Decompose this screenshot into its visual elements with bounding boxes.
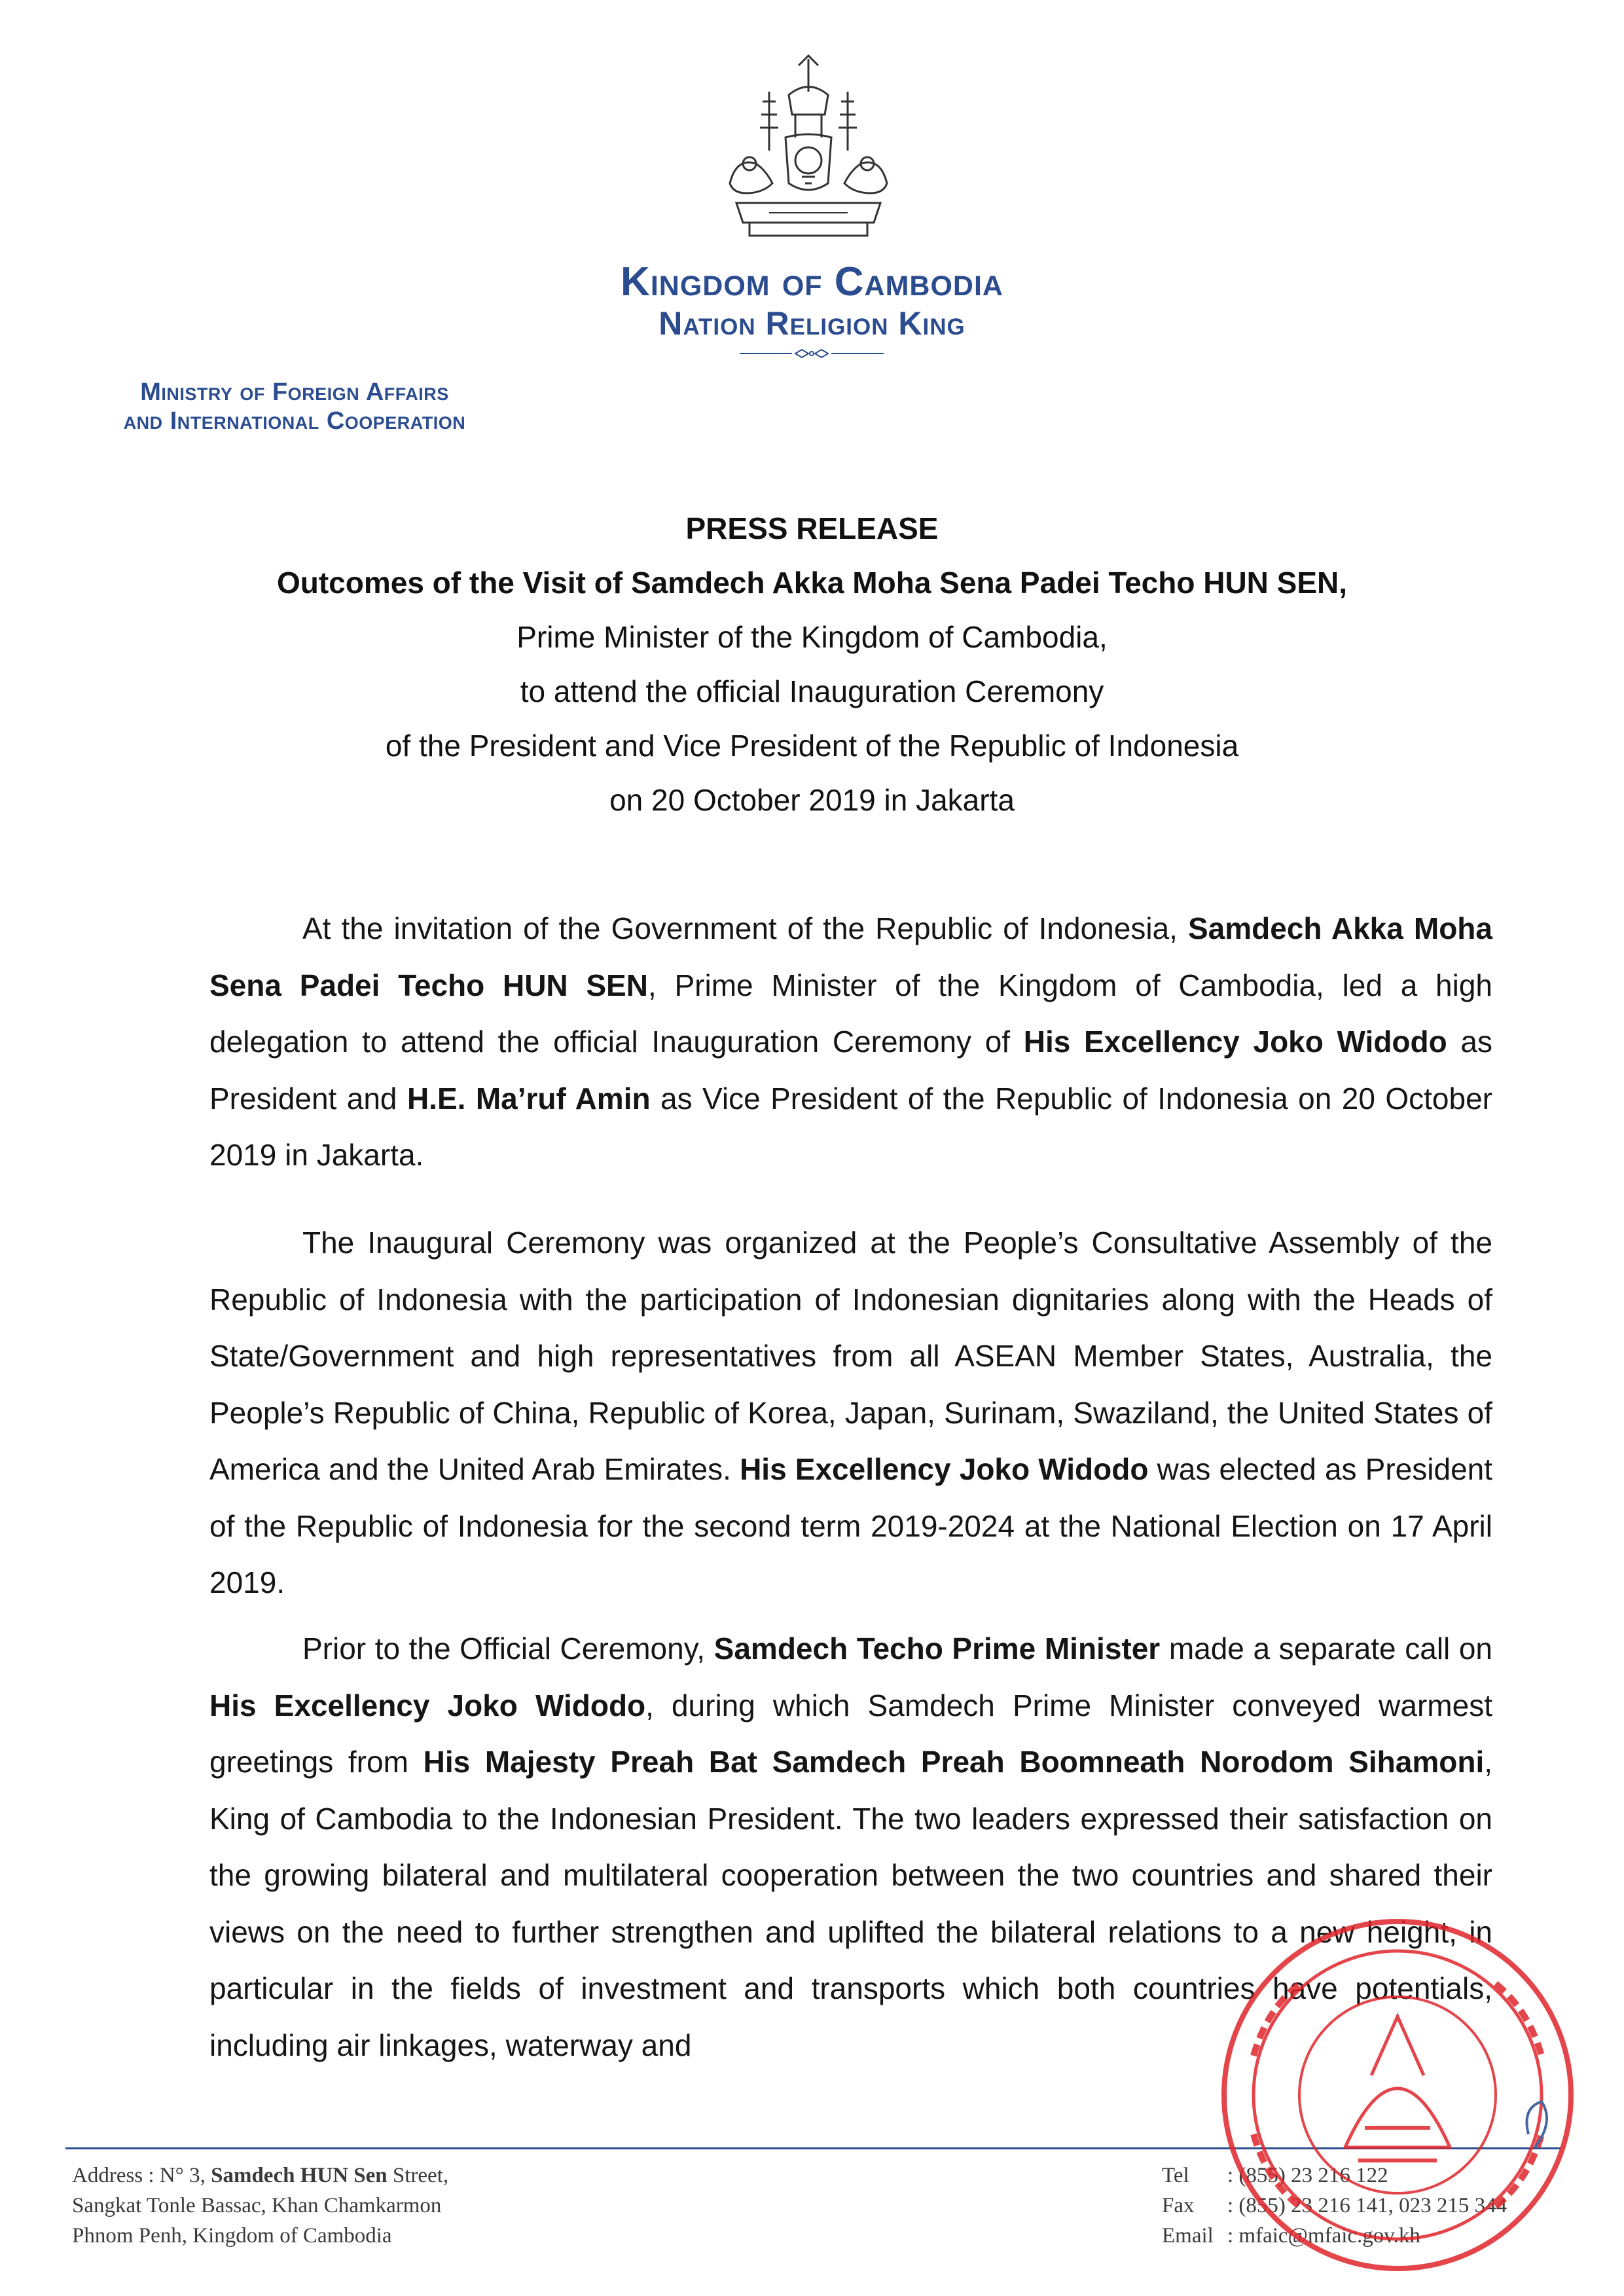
title-line-5: on 20 October 2019 in Jakarta [609, 783, 1015, 817]
p1-text-g: as Vice President of the Republic of Indonesia on 20 October 2019 in Jakarta. [209, 1081, 1492, 1172]
address-prefix: Address : N° 3, [72, 2164, 206, 2187]
press-release-heading: PRESS RELEASE [685, 511, 939, 545]
address-line-2: Sangkat Tonle Bassac, Khan Chamkarmon [72, 2194, 442, 2217]
p2-text-c: was elected as President of the Republic of Indonesia for the second term 2019-2024 at the National Election on 17 April 2019. [209, 1452, 1493, 1599]
p3-bold-king: His Majesty Preah Bat Samdech Preah Boomneath Norodom Sihamoni [423, 1745, 1485, 1779]
address-line-3: Phnom Penh, Kingdom of Cambodia [72, 2224, 392, 2248]
royal-emblem-icon [710, 52, 907, 249]
email-label: Email [1162, 2224, 1214, 2248]
paragraph-1 [209, 900, 1492, 1184]
p1-text-a: At the invitation of the Government of the Republic of Indonesia, [302, 911, 1178, 945]
kingdom-title: Kingdom of Cambodia [621, 259, 1003, 304]
footer-address [72, 2160, 661, 2251]
fax-value: : (855) 23 216 141, 023 215 344 [1227, 2194, 1507, 2217]
p3-text-c: made a separate call on [1168, 1631, 1493, 1666]
p1-bold-joko-widodo: His Excellency Joko Widodo [1023, 1025, 1447, 1059]
p2-bold-joko-widodo: His Excellency Joko Widodo [740, 1452, 1149, 1486]
p3-bold-techo-pm: Samdech Techo Prime Minister [713, 1631, 1161, 1666]
p1-bold-maruf-amin: H.E. Ma’ruf Amin [406, 1081, 651, 1116]
paragraph-2 [209, 1214, 1492, 1611]
p3-text-g: , King of Cambodia to the Indonesian President. The two leaders expressed their satisfaction on the growing bilateral and multilateral cooperation between the two countries and shared their views on the need to further strengthen and uplifted the bilateral relations to a new height, in particular in the fields of investment and transports which both countries have potentials, including air linkages, waterway and [209, 1745, 1492, 2062]
p2-text-a: The Inaugural Ceremony was organized at the People’s Consultative Assembly of the Republic of Indonesia with the participation of Indonesian dignitaries along with the Heads of State/Government and high representatives from all ASEAN Member States, Australia, the People’s Republic of China, Republic of Korea, Japan, Surinam, Swaziland, the United States of America and the United Arab Emirates. [209, 1226, 1492, 1486]
title-line-1: Outcomes of the Visit of Samdech Akka Moha Sena Padei Techo HUN SEN, [276, 566, 1348, 600]
title-line-3: to attend the official Inauguration Ceremony [520, 674, 1104, 708]
email-value[interactable]: : mfaic@mfaic.gov.kh [1227, 2224, 1420, 2248]
tel-label: Tel [1162, 2164, 1189, 2187]
address-street: Samdech HUN Sen [211, 2164, 388, 2187]
address-street-suffix: Street, [392, 2164, 449, 2187]
p3-bold-joko-widodo: His Excellency Joko Widodo [209, 1688, 646, 1722]
address-line-1 [72, 2160, 661, 2191]
p1-bold-hun-sen: Samdech Akka Moha Sena Padei Techo HUN SEN [209, 911, 1492, 1002]
tel-value: : (855) 23 216 122 [1227, 2164, 1388, 2187]
ministry-name-line-1: Ministry of Foreign Affairs [140, 378, 449, 406]
ornament-divider-icon [740, 347, 884, 360]
title-line-4: of the President and Vice President of the Republic of Indonesia [385, 729, 1239, 763]
p1-text-e: as President and [209, 1025, 1492, 1116]
fax-label: Fax [1162, 2194, 1195, 2217]
title-line-2: Prime Minister of the Kingdom of Cambodia, [516, 620, 1108, 654]
ministry-name-line-2: and International Cooperation [123, 407, 466, 435]
p3-text-a: Prior to the Official Ceremony, [302, 1631, 706, 1666]
p1-text-c: , Prime Minister of the Kingdom of Cambodia, led a high delegation to attend the official Inauguration Ceremony of [209, 968, 1492, 1059]
p3-text-e: , during which Samdech Prime Minister conveyed warmest greetings from [209, 1688, 1492, 1779]
national-motto: Nation Religion King [659, 305, 965, 342]
official-seal-stamp-icon [1214, 1912, 1581, 2278]
